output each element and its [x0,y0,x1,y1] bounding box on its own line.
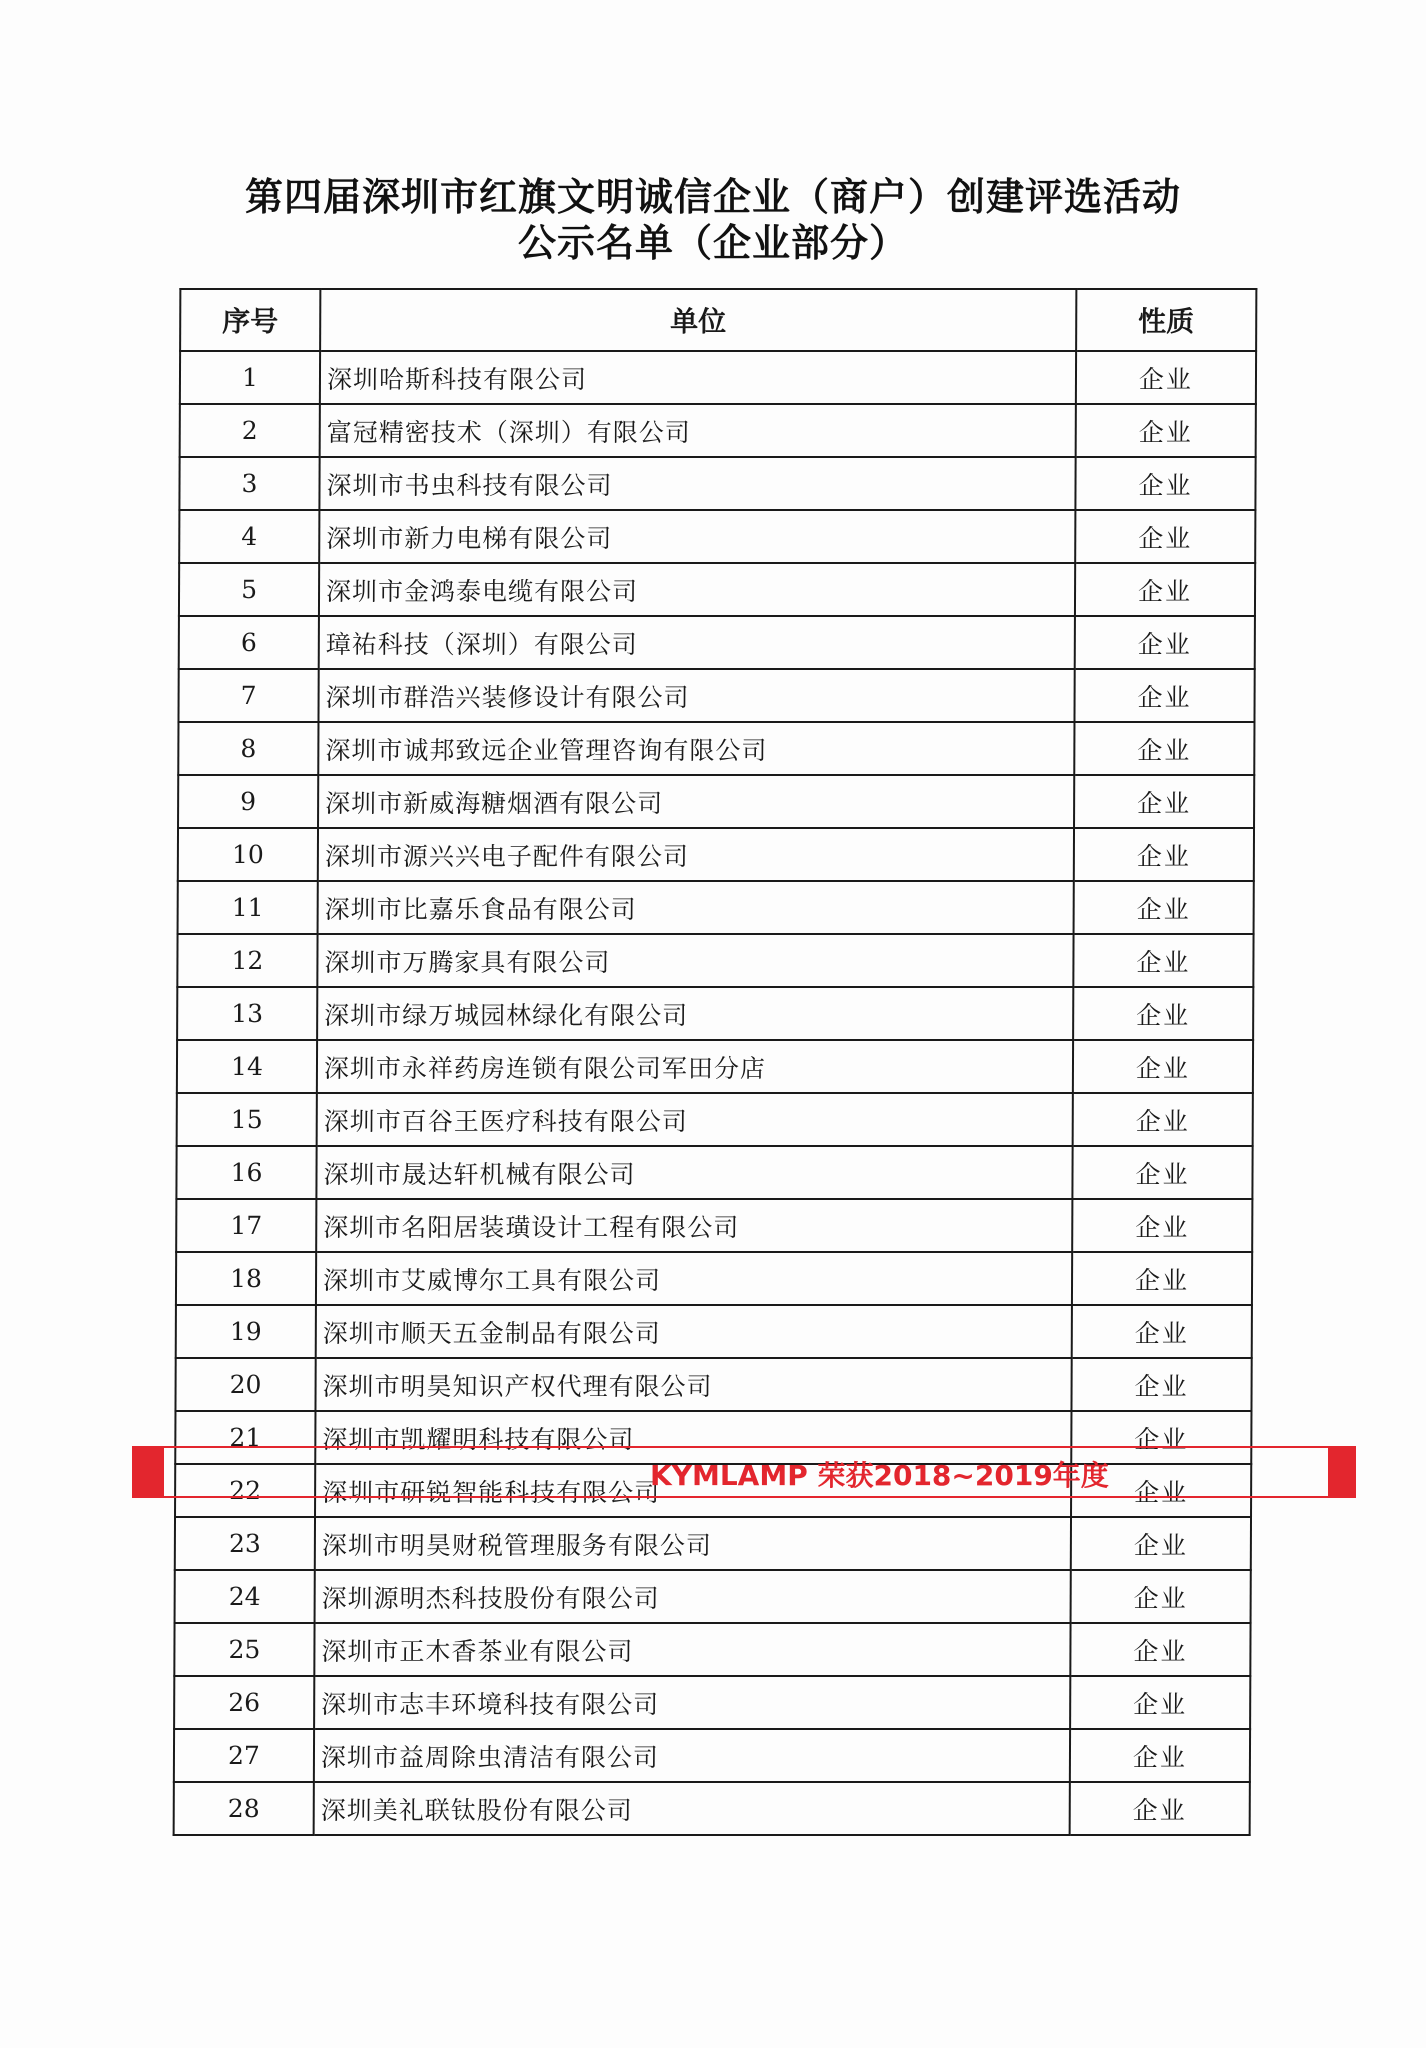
row-serial-number: 15 [177,1093,317,1146]
row-unit-name: 深圳哈斯科技有限公司 [320,351,1076,404]
row-serial-number: 23 [175,1517,315,1570]
header-nature: 性质 [1076,289,1256,351]
row-nature: 企业 [1070,1676,1250,1729]
row-serial-number: 22 [175,1464,315,1517]
row-nature: 企业 [1073,1093,1253,1146]
table-row [175,1570,1251,1623]
row-unit-name: 深圳源明杰科技股份有限公司 [315,1570,1071,1623]
table-row [178,775,1254,828]
row-serial-number: 4 [179,510,319,563]
row-unit-name: 深圳市比嘉乐食品有限公司 [318,881,1074,934]
row-unit-name: 深圳市正木香茶业有限公司 [314,1623,1070,1676]
row-nature: 企业 [1072,1146,1252,1199]
row-nature: 企业 [1071,1570,1251,1623]
row-unit-name: 深圳市艾威博尔工具有限公司 [316,1252,1072,1305]
row-nature: 企业 [1074,722,1254,775]
row-serial-number: 28 [174,1782,314,1835]
row-nature: 企业 [1073,1040,1253,1093]
table-row [174,1729,1250,1782]
row-nature: 企业 [1072,1199,1252,1252]
row-serial-number: 27 [174,1729,314,1782]
row-nature: 企业 [1075,457,1255,510]
row-unit-name: 深圳市志丰环境科技有限公司 [314,1676,1070,1729]
table-row [175,1517,1251,1570]
row-serial-number: 3 [179,457,319,510]
row-serial-number: 16 [176,1146,316,1199]
row-serial-number: 2 [180,404,320,457]
table-row [177,1040,1253,1093]
table-row [178,722,1254,775]
table-row [175,1358,1251,1411]
row-unit-name: 深圳市万腾家具有限公司 [317,934,1073,987]
table-row [176,1146,1252,1199]
row-unit-name: 深圳市新力电梯有限公司 [319,510,1075,563]
header-unit: 单位 [320,289,1076,351]
row-unit-name: 深圳市顺天五金制品有限公司 [316,1305,1072,1358]
row-nature: 企业 [1070,1782,1250,1835]
table-row [174,1676,1250,1729]
row-serial-number: 12 [177,934,317,987]
enterprise-list-table [173,288,1258,1836]
row-serial-number: 7 [178,669,318,722]
row-nature: 企业 [1075,510,1255,563]
highlight-marker-left [132,1446,162,1498]
row-unit-name: 深圳市群浩兴装修设计有限公司 [318,669,1074,722]
row-nature: 企业 [1074,669,1254,722]
row-nature: 企业 [1072,1252,1252,1305]
table-header-row [180,289,1256,351]
row-nature: 企业 [1076,404,1256,457]
row-nature: 企业 [1074,828,1254,881]
table-row [180,351,1256,404]
row-serial-number: 13 [177,987,317,1040]
table-body [174,351,1256,1835]
row-nature: 企业 [1071,1517,1251,1570]
row-serial-number: 5 [179,563,319,616]
row-unit-name: 深圳市绿万城园林绿化有限公司 [317,987,1073,1040]
row-nature: 企业 [1072,1305,1252,1358]
row-serial-number: 17 [176,1199,316,1252]
row-unit-name: 深圳市明昊财税管理服务有限公司 [315,1517,1071,1570]
row-nature: 企业 [1071,1464,1251,1517]
row-nature: 企业 [1074,881,1254,934]
row-nature: 企业 [1073,934,1253,987]
table-row [178,881,1254,934]
table-row [176,1199,1252,1252]
table-row [176,1252,1252,1305]
row-nature: 企业 [1070,1623,1250,1676]
row-serial-number: 6 [179,616,319,669]
table-row [177,934,1253,987]
row-nature: 企业 [1074,775,1254,828]
highlight-annotation: KYMLAMP 荣获2018~2019年度 [650,1459,1109,1492]
row-serial-number: 9 [178,775,318,828]
highlight-marker-right [1328,1446,1356,1498]
row-serial-number: 26 [174,1676,314,1729]
table-row [177,987,1253,1040]
table-row [179,563,1255,616]
row-unit-name: 深圳市明昊知识产权代理有限公司 [315,1358,1071,1411]
row-unit-name: 深圳市新威海糖烟酒有限公司 [318,775,1074,828]
row-serial-number: 11 [178,881,318,934]
row-unit-name: 深圳市凯耀明科技有限公司 [315,1411,1071,1464]
row-unit-name: 深圳市名阳居装璜设计工程有限公司 [316,1199,1072,1252]
row-serial-number: 21 [175,1411,315,1464]
row-unit-name: 深圳市永祥药房连锁有限公司军田分店 [317,1040,1073,1093]
row-serial-number: 8 [178,722,318,775]
row-nature: 企业 [1071,1358,1251,1411]
row-nature: 企业 [1073,987,1253,1040]
row-unit-name: 深圳美礼联钛股份有限公司 [314,1782,1070,1835]
table-row [179,457,1255,510]
table-row [180,404,1256,457]
table-row [179,510,1255,563]
row-unit-name: 深圳市书虫科技有限公司 [319,457,1075,510]
row-nature: 企业 [1071,1411,1251,1464]
table-row [177,1093,1253,1146]
row-unit-name: 深圳市百谷王医疗科技有限公司 [317,1093,1073,1146]
row-serial-number: 10 [178,828,318,881]
row-unit-name: 深圳市金鸿泰电缆有限公司 [319,563,1075,616]
row-unit-name: 深圳市诚邦致远企业管理咨询有限公司 [318,722,1074,775]
row-serial-number: 18 [176,1252,316,1305]
row-serial-number: 1 [180,351,320,404]
row-unit-name: 深圳市晟达轩机械有限公司 [316,1146,1072,1199]
row-nature: 企业 [1076,351,1256,404]
table-row [176,1305,1252,1358]
row-serial-number: 24 [175,1570,315,1623]
row-serial-number: 20 [175,1358,315,1411]
table-row [174,1623,1250,1676]
table-row [178,828,1254,881]
header-serial-number: 序号 [180,289,320,351]
row-nature: 企业 [1075,616,1255,669]
table-row [178,669,1254,722]
row-unit-name: 深圳市研锐智能科技有限公司 [315,1464,1071,1517]
row-unit-name: 深圳市源兴兴电子配件有限公司 [318,828,1074,881]
row-unit-name: 璋祐科技（深圳）有限公司 [319,616,1075,669]
table-row [179,616,1255,669]
row-unit-name: 深圳市益周除虫清洁有限公司 [314,1729,1070,1782]
row-serial-number: 14 [177,1040,317,1093]
document-subtitle: 公示名单（企业部分） [517,221,908,265]
row-serial-number: 25 [174,1623,314,1676]
row-nature: 企业 [1070,1729,1250,1782]
row-serial-number: 19 [176,1305,316,1358]
table-row [174,1782,1250,1835]
document-title: 第四届深圳市红旗文明诚信企业（商户）创建评选活动 [244,175,1181,219]
row-nature: 企业 [1075,563,1255,616]
row-unit-name: 富冠精密技术（深圳）有限公司 [320,404,1076,457]
